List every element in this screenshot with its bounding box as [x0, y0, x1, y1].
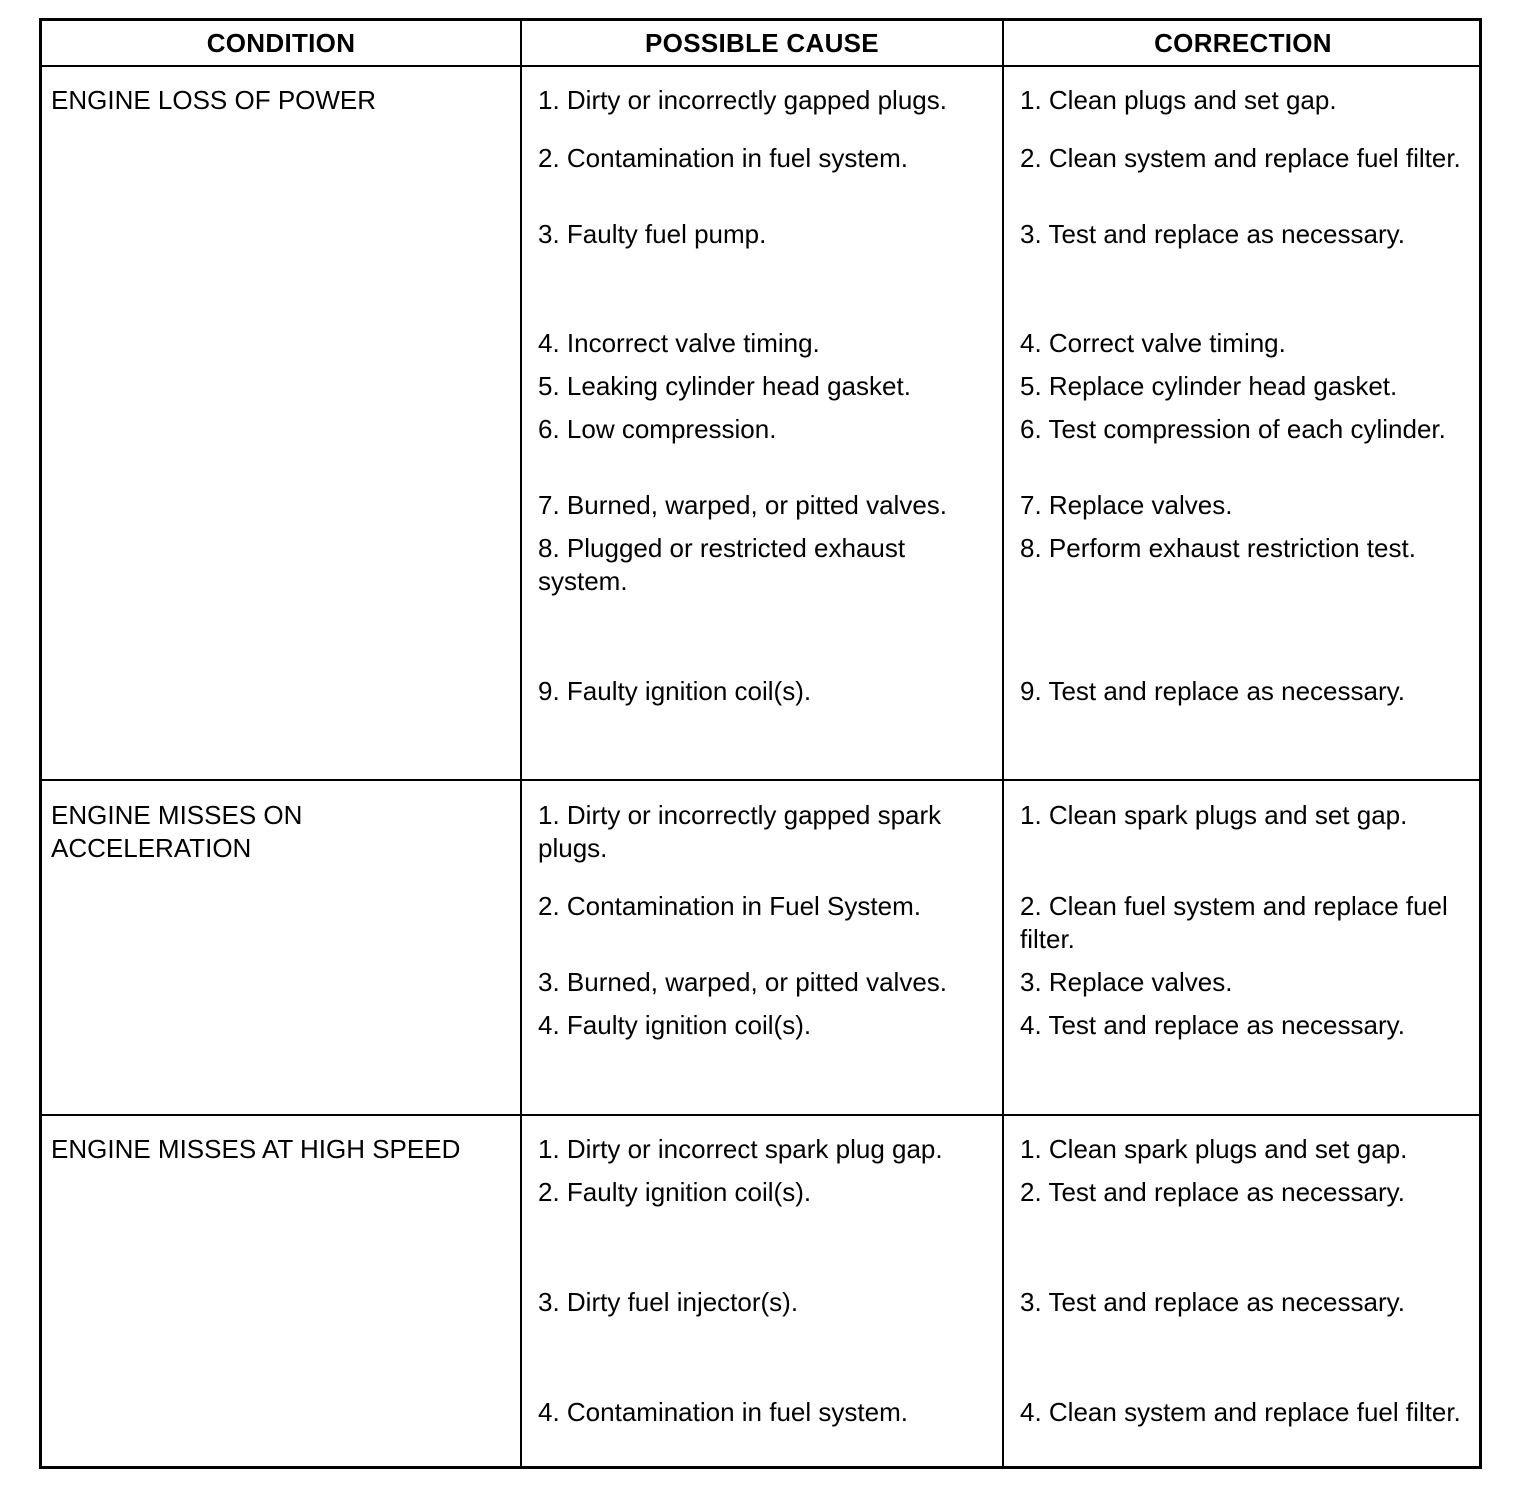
header-cause: POSSIBLE CAUSE	[645, 28, 879, 58]
cause-cell: 4. Faulty ignition coil(s).	[538, 1010, 812, 1040]
troubleshooting-table	[39, 18, 1482, 1469]
column-divider-1	[520, 21, 522, 1466]
correction-cell: 4. Correct valve timing.	[1020, 328, 1286, 358]
correction-cell: 4. Test and replace as necessary.	[1020, 1010, 1405, 1040]
cause-cell: 4. Incorrect valve timing.	[538, 328, 820, 358]
cause-cell: 2. Contamination in fuel system.	[538, 143, 908, 173]
correction-cell: 1. Clean spark plugs and set gap.	[1020, 800, 1408, 830]
cause-cell: 7. Burned, warped, or pitted valves.	[538, 490, 948, 520]
correction-cell: 1. Clean spark plugs and set gap.	[1020, 1134, 1408, 1164]
correction-cell: 4. Clean system and replace fuel filter.	[1020, 1397, 1461, 1427]
header-correction: CORRECTION	[1154, 28, 1332, 58]
correction-cell: 6. Test compression of each cylinder.	[1020, 414, 1446, 444]
cause-cell: 2. Faulty ignition coil(s).	[538, 1177, 812, 1207]
cause-cell: 4. Contamination in fuel system.	[538, 1397, 908, 1427]
cause-cell: 2. Contamination in Fuel System.	[538, 891, 921, 921]
correction-cell: 9. Test and replace as necessary.	[1020, 676, 1405, 706]
group-divider-1	[42, 779, 1479, 781]
cause-cell: 8. Plugged or restricted exhaust system.	[538, 533, 906, 596]
cause-cell: 3. Faulty fuel pump.	[538, 219, 767, 249]
header-condition: CONDITION	[206, 28, 356, 58]
condition-misses-at-high-speed: ENGINE MISSES AT HIGH SPEED	[51, 1134, 461, 1164]
condition-misses-on-acceleration: ENGINE MISSES ON ACCELERATION	[51, 800, 303, 863]
cause-cell: 5. Leaking cylinder head gasket.	[538, 371, 911, 401]
cause-cell: 1. Dirty or incorrectly gapped spark plugs.	[538, 800, 942, 863]
condition-loss-of-power: ENGINE LOSS OF POWER	[51, 85, 377, 115]
correction-cell: 7. Replace valves.	[1020, 490, 1233, 520]
correction-cell: 3. Test and replace as necessary.	[1020, 219, 1405, 249]
correction-cell: 1. Clean plugs and set gap.	[1020, 85, 1337, 115]
cause-cell: 3. Dirty fuel injector(s).	[538, 1287, 799, 1317]
correction-cell: 5. Replace cylinder head gasket.	[1020, 371, 1398, 401]
correction-cell: 2. Clean fuel system and replace fuel filter.	[1020, 891, 1448, 954]
cause-cell: 9. Faulty ignition coil(s).	[538, 676, 812, 706]
cause-cell: 3. Burned, warped, or pitted valves.	[538, 967, 948, 997]
cause-cell: 1. Dirty or incorrect spark plug gap.	[538, 1134, 943, 1164]
correction-cell: 3. Replace valves.	[1020, 967, 1233, 997]
group-divider-2	[42, 1114, 1479, 1116]
correction-cell: 3. Test and replace as necessary.	[1020, 1287, 1405, 1317]
correction-cell: 2. Clean system and replace fuel filter.	[1020, 143, 1461, 173]
column-divider-2	[1002, 21, 1004, 1466]
cause-cell: 1. Dirty or incorrectly gapped plugs.	[538, 85, 947, 115]
correction-cell: 8. Perform exhaust restriction test.	[1020, 533, 1416, 563]
cause-cell: 6. Low compression.	[538, 414, 777, 444]
correction-cell: 2. Test and replace as necessary.	[1020, 1177, 1405, 1207]
